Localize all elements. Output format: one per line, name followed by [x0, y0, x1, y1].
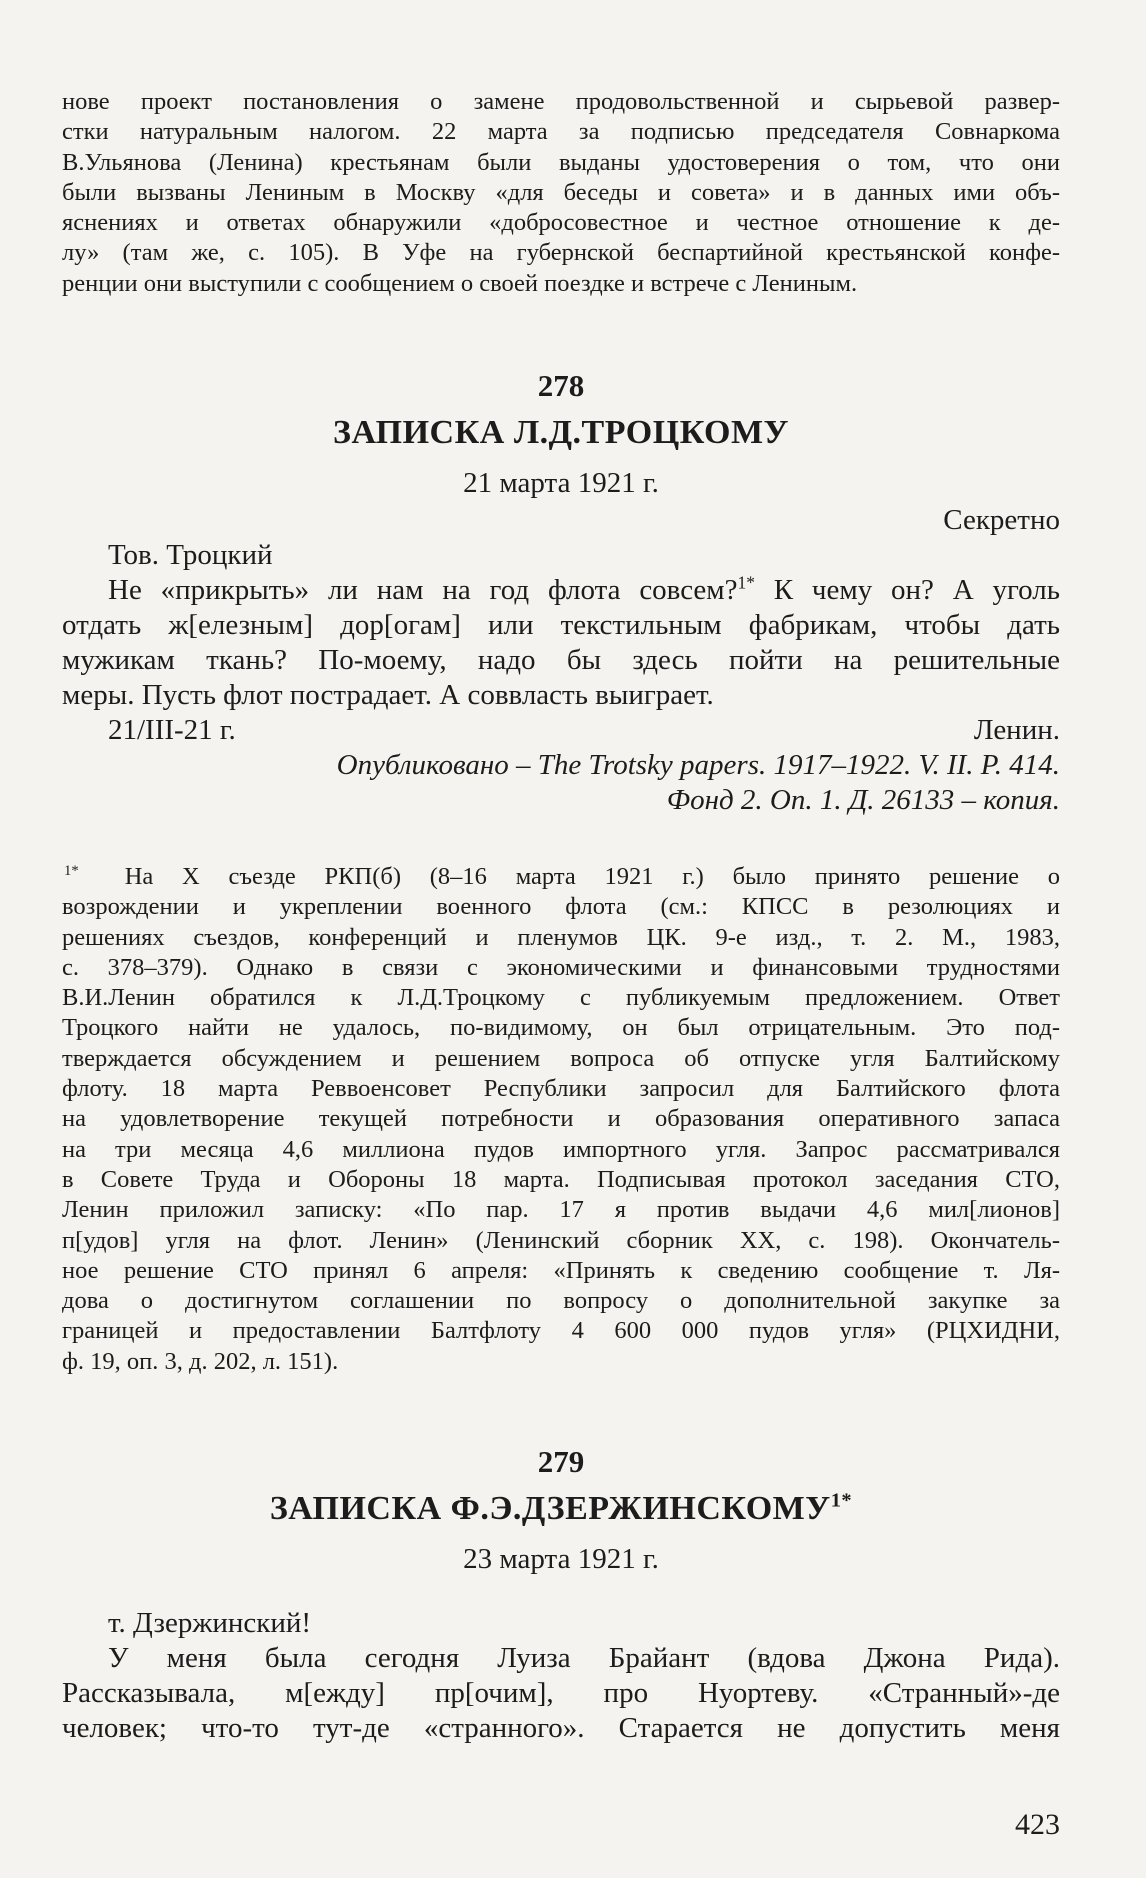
intro-paragraph: [62, 87, 1060, 299]
footnote-line: возрождении и укреплении военного флота (см.: КПСС в резолюциях и: [62, 893, 1060, 921]
doc278-body-line-4: меры. Пусть флот пострадает. А соввласть выиграет.: [62, 679, 714, 711]
doc278-published: Опубликовано – The Trotsky papers. 1917–1922. V. II. P. 414.: [336, 749, 1060, 781]
intro-line: стки натуральным налогом. 22 марта за подписью председателя Совнаркома: [62, 118, 1060, 146]
footnote-line: ф. 19, оп. 3, д. 202, л. 151).: [62, 1347, 339, 1375]
intro-line: яснениях и ответах обнаружили «добросовестное и честное отношение к де-: [62, 209, 1060, 237]
footnote-text: На X съезде РКП(б) (8–16 марта 1921 г.) было принято решение о: [124, 863, 1060, 890]
doc278-body-line-1: [62, 573, 1060, 608]
footnote-ref: 1*: [737, 573, 755, 593]
footnote-line: ное решение СТО принял 6 апреля: «Принять к сведению сообщение т. Ля-: [62, 1256, 1060, 1284]
doc279-title-text: ЗАПИСКА Ф.Э.ДЗЕРЖИНСКОМУ: [269, 1490, 831, 1527]
doc279-body-line: Рассказывала, м[ежду] пр[очим], про Нуортеву. «Странный»-де: [62, 1677, 1060, 1709]
footnote-line: в Совете Труда и Обороны 18 марта. Подписывая протокол заседания СТО,: [62, 1165, 1060, 1193]
footnote-line: Ленин приложил записку: «По пар. 17 я против выдачи 4,6 мил[лионов]: [62, 1196, 1060, 1224]
doc278-body-text: Не «прикрыть» ли нам на год флота совсем?: [108, 574, 738, 606]
doc278-sign-row: [62, 713, 1060, 748]
doc278-archive: Фонд 2. Оп. 1. Д. 26133 – копия.: [666, 784, 1060, 816]
doc278-body-text: К чему он? А уголь: [754, 574, 1060, 606]
doc279-date: 23 марта 1921 г.: [463, 1543, 659, 1575]
intro-line: лу» (там же, с. 105). В Уфе на губернской беспартийной крестьянской конфе-: [62, 239, 1060, 267]
doc279-number: 279: [537, 1444, 585, 1479]
footnote-line: на удовлетворение текущей потребности и образования оперативного запаса: [62, 1105, 1060, 1133]
footnote-line: Троцкого найти не удалось, по-видимому, он был отрицательным. Это под-: [62, 1014, 1060, 1042]
doc279-body-line: человек; что-то тут-де «странного». Старается не допустить меня: [62, 1712, 1060, 1744]
footnote-line: п[удов] угля на флот. Ленин» (Ленинский сборник XX, с. 198). Окончатель-: [62, 1226, 1060, 1254]
doc278-number: 278: [537, 368, 585, 403]
doc278-date: 21 марта 1921 г.: [463, 467, 659, 499]
intro-line: ренции они выступили с сообщением о своей поездке и встрече с Лениным.: [62, 269, 858, 297]
footnote-line: В.И.Ленин обратился к Л.Д.Троцкому с публикуемым предложением. Ответ: [62, 984, 1060, 1012]
doc279-letter: [62, 1606, 1060, 1746]
doc278-footnote: [62, 862, 1060, 1377]
doc278-title: ЗАПИСКА Л.Д.ТРОЦКОМУ: [333, 414, 789, 451]
footnote-line: с. 378–379). Однако в связи с экономическими и финансовыми трудностями: [62, 953, 1060, 981]
doc278-sign-date: 21/III-21 г.: [108, 714, 236, 746]
doc278-letter: [62, 503, 1060, 818]
footnote-line: границей и предоставлении Балтфлоту 4 600 000 пудов угля» (РЦХИДНИ,: [62, 1317, 1060, 1345]
footnote-marker: 1*: [64, 862, 79, 879]
footnote-ref: 1*: [830, 1489, 853, 1512]
doc279-title: [62, 1490, 1060, 1528]
doc278-body-line-3: мужикам ткань? По-моему, надо бы здесь пойти на решительные: [62, 644, 1060, 676]
footnote-line: решениях съездов, конференций и пленумов ЦК. 9-е изд., т. 2. М., 1983,: [62, 923, 1060, 951]
intro-line: В.Ульянова (Ленина) крестьянам были выданы удостоверения о том, что они: [62, 148, 1060, 176]
footnote-line: дова о достигнутом соглашении по вопросу о дополнительной закупке за: [62, 1287, 1060, 1315]
footnote-line: тверждается обсуждением и решением вопроса об отпуске угля Балтийскому: [62, 1044, 1060, 1072]
intro-line: нове проект постановления о замене продовольственной и сырьевой развер-: [62, 88, 1060, 115]
doc278-body-line-2: отдать ж[елезным] дор[огам] или текстильным фабрикам, чтобы дать: [62, 609, 1060, 641]
footnote-first-line: [62, 862, 1060, 892]
footnote-line: на три месяца 4,6 миллиона пудов импортного угля. Запрос рассматривался: [62, 1135, 1060, 1163]
doc278-secrecy: Секретно: [943, 504, 1060, 536]
footnote-line: флоту. 18 марта Реввоенсовет Республики запросил для Балтийского флота: [62, 1075, 1060, 1103]
doc279-salutation: т. Дзержинский!: [108, 1607, 312, 1639]
page-number: 423: [1015, 1808, 1060, 1841]
intro-line: были вызваны Лениным в Москву «для беседы и совета» и в данных ими объ-: [62, 178, 1060, 206]
doc278-salutation: Тов. Троцкий: [108, 539, 273, 571]
doc279-body-line: У меня была сегодня Луиза Брайант (вдова Джона Рида).: [108, 1642, 1060, 1674]
doc278-signature: Ленин.: [973, 714, 1060, 746]
